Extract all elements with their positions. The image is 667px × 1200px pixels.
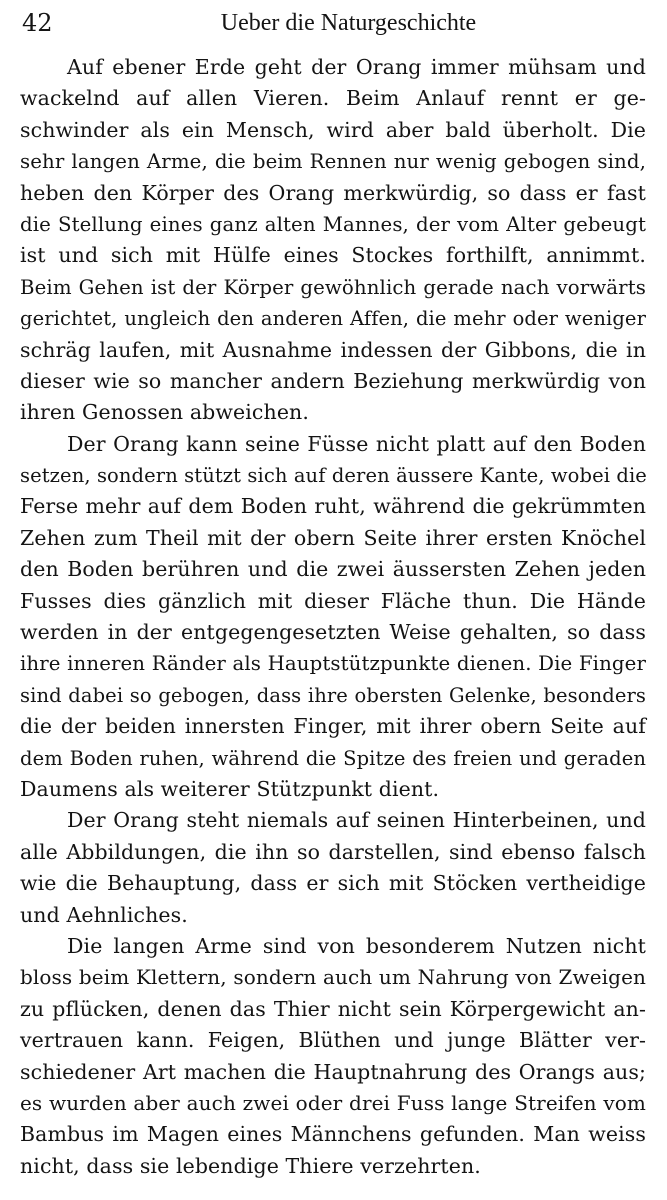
text-line: Auf ebener Erde geht der Orang immer mühsam und: [67, 55, 646, 79]
text-line: Beim Gehen ist der Körper gewöhnlich gerade nach vorwärts: [20, 275, 646, 299]
running-title: Ueber die Naturgeschichte: [220, 10, 477, 36]
text-line: ihre inneren Ränder als Hauptstützpunkte dienen. Die Finger: [20, 652, 646, 676]
text-line: Fusses dies gänzlich mit dieser Fläche thun. Die Hände: [20, 588, 646, 613]
paragraph: [20, 52, 646, 429]
paragraph: [20, 805, 646, 931]
text-line: bloss beim Klettern, sondern auch um Nahrung von Zweigen: [20, 965, 646, 990]
text-line: ist und sich mit Hülfe eines Stockes forthilft, annimmt.: [20, 243, 646, 268]
text-line: die Stellung eines ganz alten Mannes, der vom Alter gebeugt: [20, 212, 646, 236]
paragraph: [20, 429, 646, 806]
text-line: sind dabei so gebogen, dass ihre obersten Gelenke, besonders: [20, 683, 646, 707]
text-line: zu pflücken, denen das Thier nicht sein Körpergewicht an-: [20, 996, 646, 1021]
text-line: Ferse mehr auf dem Boden ruht, während die gekrümmten: [20, 494, 646, 519]
body-text: [20, 52, 646, 1182]
text-line: schiedener Art machen die Hauptnahrung des Orangs aus;: [20, 1059, 646, 1084]
text-line: Bambus im Magen eines Männchens gefunden. Man weiss: [20, 1122, 646, 1147]
text-line: alle Abbildungen, die ihn so darstellen, sind ebenso falsch: [20, 839, 646, 864]
text-line: und Aehnliches.: [20, 902, 188, 927]
text-line: schräg laufen, mit Ausnahme indessen der Gibbons, die in: [20, 337, 646, 362]
text-line: werden in der entgegengesetzten Weise gehalten, so dass: [20, 620, 646, 645]
page-header: [22, 6, 641, 40]
text-line: Der Orang kann seine Füsse nicht platt auf den Boden: [67, 431, 646, 456]
text-line: Die langen Arme sind von besonderem Nutzen nicht: [67, 933, 646, 958]
text-line: Daumens als weiterer Stützpunkt dient.: [20, 776, 440, 801]
text-line: schwinder als ein Mensch, wird aber bald überholt. Die: [20, 117, 646, 142]
page-number: 42: [22, 9, 53, 37]
text-line: gerichtet, ungleich den anderen Affen, die mehr oder weniger: [20, 307, 646, 331]
text-line: Der Orang steht niemals auf seinen Hinterbeinen, und: [67, 808, 646, 833]
text-line: dem Boden ruhen, während die Spitze des freien und geraden: [20, 746, 646, 770]
text-line: die der beiden innersten Finger, mit ihrer obern Seite auf: [20, 714, 646, 739]
text-line: nicht, dass sie lebendige Thiere verzehrten.: [20, 1153, 481, 1178]
text-line: es wurden aber auch zwei oder drei Fuss lange Streifen vom: [20, 1090, 646, 1115]
text-line: heben den Körper des Orang merkwürdig, so dass er fast: [20, 180, 646, 205]
text-line: ihren Genossen abweichen.: [20, 400, 309, 425]
text-line: Zehen zum Theil mit der obern Seite ihrer ersten Knöchel: [20, 525, 646, 550]
text-line: sehr langen Arme, die beim Rennen nur wenig gebogen sind,: [20, 150, 646, 174]
paragraph: [20, 931, 646, 1182]
text-line: den Boden berühren und die zwei äussersten Zehen jeden: [20, 557, 646, 582]
text-line: dieser wie so mancher andern Beziehung merkwürdig von: [20, 368, 646, 393]
text-line: vertrauen kann. Feigen, Blüthen und junge Blätter ver-: [20, 1028, 646, 1053]
text-line: wackelnd auf allen Vieren. Beim Anlauf rennt er ge-: [20, 86, 646, 111]
text-line: setzen, sondern stützt sich auf deren äussere Kante, wobei die: [20, 464, 647, 488]
text-line: wie die Behauptung, dass er sich mit Stöcken vertheidige: [20, 871, 646, 896]
